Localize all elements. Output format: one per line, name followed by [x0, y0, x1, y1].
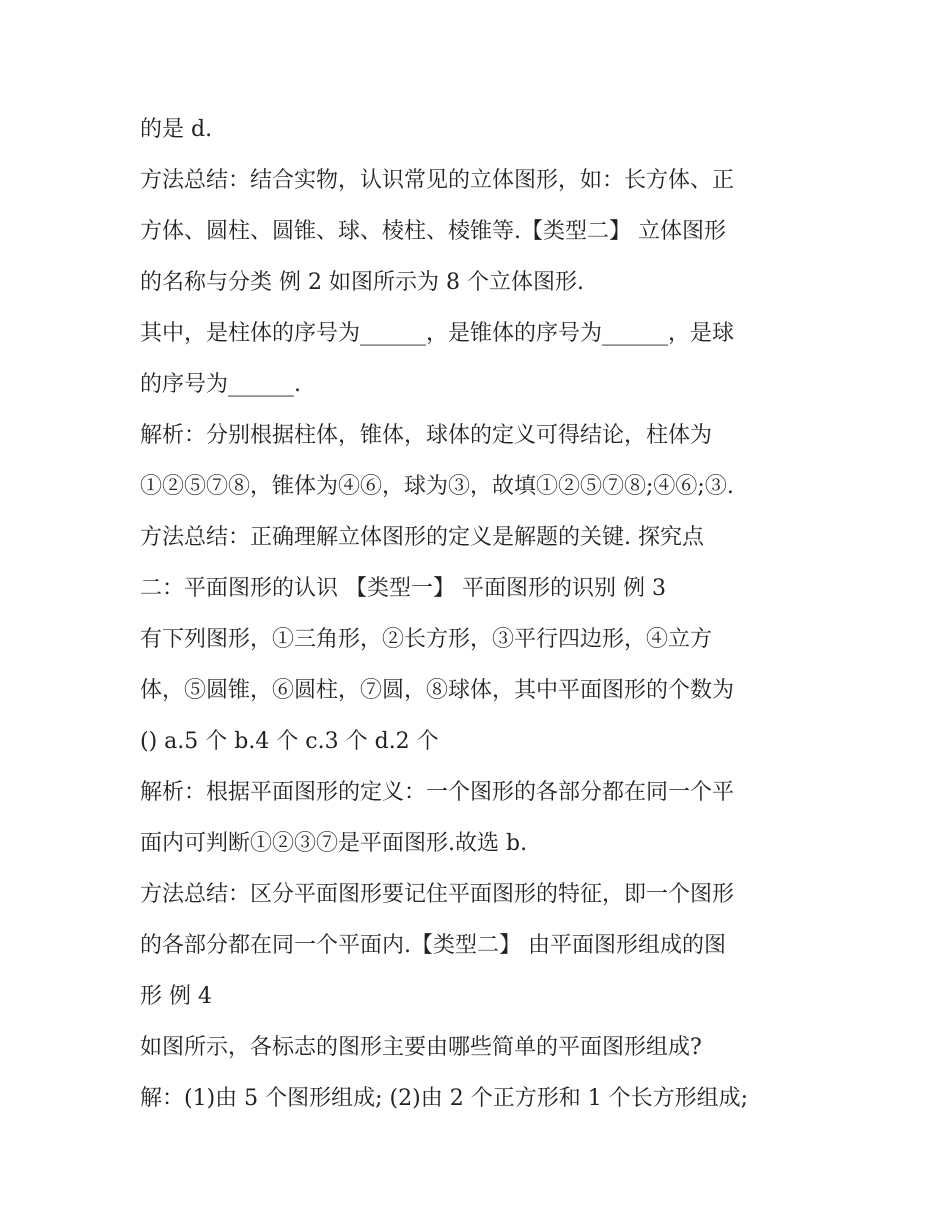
text-line: 面内可判断①②③⑦是平面图形.故选 b.	[140, 831, 528, 856]
text-line: 的名称与分类 例 2 如图所示为 8 个立体图形.	[140, 270, 584, 295]
text-line: 方体、圆柱、圆锥、球、棱柱、棱锥等.【类型二】 立体图形	[140, 219, 726, 244]
text-line: 体，⑤圆锥，⑥圆柱，⑦圆，⑧球体，其中平面图形的个数为	[140, 678, 735, 703]
text-line: 的序号为______.	[140, 372, 301, 397]
text-line: 其中，是柱体的序号为______，是锥体的序号为______，是球	[140, 321, 735, 346]
text-line: 方法总结：正确理解立体图形的定义是解题的关键. 探究点	[140, 525, 704, 550]
text-line: 解析：根据平面图形的定义：一个图形的各部分都在同一个平	[140, 780, 735, 805]
document-body	[140, 110, 840, 1130]
text-line: 有下列图形，①三角形，②长方形，③平行四边形，④立方	[140, 627, 713, 652]
text-line: 二：平面图形的认识 【类型一】 平面图形的识别 例 3	[140, 576, 666, 601]
text-line: () a.5 个 b.4 个 c.3 个 d.2 个	[140, 729, 439, 754]
text-line: 如图所示，各标志的图形主要由哪些简单的平面图形组成?	[140, 1035, 702, 1060]
text-line: 解析：分别根据柱体，锥体，球体的定义可得结论，柱体为	[140, 423, 713, 448]
text-line: 的各部分都在同一个平面内.【类型二】 由平面图形组成的图	[140, 933, 726, 958]
text-line: 形 例 4	[140, 984, 212, 1009]
text-line: ①②⑤⑦⑧，锥体为④⑥，球为③，故填①②⑤⑦⑧;④⑥;③.	[140, 474, 734, 499]
text-line: 解：(1)由 5 个图形组成; (2)由 2 个正方形和 1 个长方形组成;	[140, 1086, 749, 1111]
text-line: 方法总结：区分平面图形要记住平面图形的特征，即一个图形	[140, 882, 735, 907]
text-line: 方法总结：结合实物，认识常见的立体图形，如：长方体、正	[140, 168, 735, 193]
text-line: 的是 d.	[140, 117, 213, 142]
